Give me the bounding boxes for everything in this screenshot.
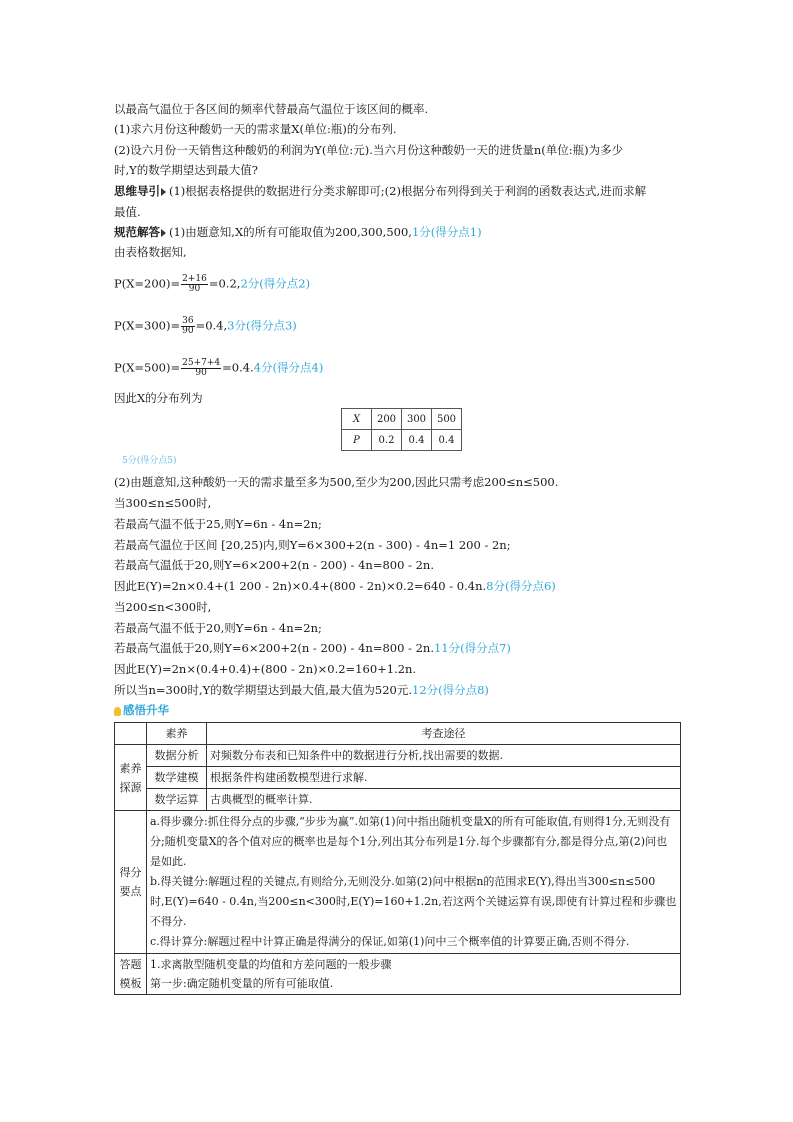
score-point-8: 12分(得分点8) [412, 683, 489, 697]
table-cell: 数学建模 [147, 767, 207, 789]
table-row [115, 723, 681, 745]
fraction-numerator: 25+7+4 [182, 358, 221, 368]
fraction-denominator: 90 [195, 368, 207, 378]
insight-label: 感悟升华 [123, 703, 169, 717]
section-label-literacy: 素养探源 [115, 745, 147, 811]
scoring-point-c: c.得计算分:解题过程中计算正确是得满分的保证,如第(1)问中三个概率值的计算要正确,否则不得分. [150, 935, 630, 948]
table-row [115, 811, 681, 954]
fraction-numerator: 2+16 [182, 274, 207, 284]
score-point-2: 2分(得分点2) [240, 276, 311, 291]
table-row [115, 789, 681, 811]
problem-line-2: (1)求六月份这种酸奶一天的需求量X(单位:瓶)的分布列. [114, 122, 397, 136]
part2-line-3: 若最高气温不低于25,则Y=6n - 4n=2n; [114, 517, 322, 531]
table-cell: 古典概型的概率计算. [207, 789, 681, 811]
problem-line-4: 时,Y的数学期望达到最大值? [114, 163, 258, 177]
prob-300-fraction [181, 317, 194, 336]
prob-500-fraction [181, 359, 221, 378]
prob-200-line [114, 275, 310, 294]
table-cell: 200 [372, 409, 402, 430]
template-line-1: 1.求离散型随机变量的均值和方差问题的一般步骤 [150, 958, 392, 971]
score-point-5: 5分(得分点5) [122, 456, 177, 466]
conclusion: 所以当n=300时,Y的数学期望达到最大值,最大值为520元. [114, 683, 412, 697]
part2-line-1: (2)由题意知,这种酸奶一天的需求量至多为500,至少为200,因此只需考虑200≤n≤500. [114, 475, 559, 489]
table-row [115, 767, 681, 789]
prob-200-lhs: P(X=200)= [114, 276, 181, 291]
prob-300-rhs: =0.4, [195, 318, 228, 333]
thinking-guide-text: (1)根据表格提供的数据进行分类求解即可;(2)根据分布列得到关于利润的函数表达式,进而求解 [169, 184, 647, 198]
table-row [115, 745, 681, 767]
insight-heading [114, 702, 169, 718]
table-header-cell: 考查途径 [207, 723, 681, 745]
solution-step-1: (1)由题意知,X的所有可能取值为200,300,500, [169, 225, 412, 239]
score-point-1: 1分(得分点1) [411, 225, 482, 239]
thinking-guide-label: 思维导引 [114, 184, 160, 198]
table-cell: 根据条件构建函数模型进行求解. [207, 767, 681, 789]
table-row [115, 954, 681, 995]
template-cell [147, 954, 681, 995]
score-point-6: 8分(得分点6) [486, 579, 556, 593]
prob-500-lhs: P(X=500)= [114, 360, 181, 375]
problem-line-1: 以最高气温位于各区间的频率代替最高气温位于该区间的概率. [114, 102, 429, 116]
scoring-point-b: b.得关键分:解题过程的关键点,有则给分,无则没分.如第(2)问中根据n的范围求E(Y),得出当300≤n≤500时,E(Y)=640 - 0.4n,当200≤n<300时,E(Y)=160+1.2n,若这两个关键运算有误,即使有计算过程和步骤也不得分. [150, 875, 677, 928]
part2-line-11 [114, 682, 489, 698]
fraction-denominator: 90 [182, 326, 194, 336]
table-cell: 数据分析 [147, 745, 207, 767]
table-cell: 对频数分布表和已知条件中的数据进行分析,找出需要的数据. [207, 745, 681, 767]
triangle-marker-icon [161, 229, 166, 237]
fraction-numerator: 36 [182, 316, 194, 326]
section-label-scoring: 得分要点 [115, 811, 147, 954]
table-cell: 300 [402, 409, 432, 430]
thinking-guide [114, 183, 646, 199]
expectation-1: 因此E(Y)=2n×0.4+(1 200 - 2n)×0.4+(800 - 2n)×0.2=640 - 0.4n. [114, 579, 487, 593]
prob-300-lhs: P(X=300)= [114, 318, 181, 333]
table-row [342, 409, 462, 430]
fraction-denominator: 90 [188, 284, 201, 294]
template-line-2: 第一步:确定随机变量的所有可能取值. [150, 977, 334, 990]
case-low-temp: 若最高气温低于20,则Y=6×200+2(n - 200) - 4n=800 - 2n. [114, 641, 434, 655]
solution-line-2: 由表格数据知, [114, 245, 187, 259]
prob-500-rhs: =0.4. [222, 360, 254, 375]
part2-line-8: 若最高气温不低于20,则Y=6n - 4n=2n; [114, 621, 322, 635]
part2-line-2: 当300≤n≤500时, [114, 496, 212, 510]
distribution-intro: 因此X的分布列为 [114, 391, 203, 405]
part2-line-5: 若最高气温低于20,则Y=6×200+2(n - 200) - 4n=800 - 2n. [114, 558, 434, 572]
table-row [342, 430, 462, 451]
part2-line-6 [114, 578, 556, 594]
summary-table [114, 722, 681, 995]
thinking-guide-text-2: 最值. [114, 205, 141, 219]
part2-line-7: 当200≤n<300时, [114, 600, 212, 614]
part2-line-4: 若最高气温位于区间 [20,25)内,则Y=6×300+2(n - 300) - 4n=1 200 - 2n; [114, 538, 511, 552]
prob-200-fraction [181, 275, 208, 294]
table-cell: 数学运算 [147, 789, 207, 811]
table-cell: P [342, 430, 372, 451]
prob-500-line [114, 359, 323, 378]
score-point-4: 4分(得分点4) [253, 360, 324, 375]
solution-line-1 [114, 224, 482, 240]
problem-line-3: (2)设六月份一天销售这种酸奶的利润为Y(单位:元).当六月份这种酸奶一天的进货量n(单位:瓶)为多少 [114, 143, 624, 157]
scoring-points-cell [147, 811, 681, 954]
triangle-marker-icon [161, 188, 166, 196]
part2-line-10: 因此E(Y)=2n×(0.4+0.4)+(800 - 2n)×0.2=160+1.2n. [114, 662, 417, 676]
table-cell: 0.2 [372, 430, 402, 451]
table-cell: 0.4 [432, 430, 462, 451]
table-cell: 0.4 [402, 430, 432, 451]
table-cell [115, 723, 147, 745]
section-label-template: 答题模板 [115, 954, 147, 995]
table-cell: 500 [432, 409, 462, 430]
score-point-7: 11分(得分点7) [433, 641, 511, 655]
lightbulb-icon [114, 707, 121, 716]
solution-label: 规范解答 [114, 225, 160, 239]
distribution-table [341, 408, 462, 451]
prob-300-line [114, 317, 297, 336]
score-point-3: 3分(得分点3) [227, 318, 297, 333]
table-cell: X [342, 409, 372, 430]
part2-line-9 [114, 640, 511, 656]
scoring-point-a: a.得步骤分:抓住得分点的步骤,“步步为赢”.如第(1)问中指出随机变量X的所有可能取值,有则得1分,无则没有分;随机变量X的各个值对应的概率也是每个1分,列出其分布列是1分.每个步骤都有分,都是得分点,第(2)问也是如此. [150, 815, 671, 868]
prob-200-rhs: =0.2, [208, 276, 241, 291]
table-header-cell: 素养 [147, 723, 207, 745]
